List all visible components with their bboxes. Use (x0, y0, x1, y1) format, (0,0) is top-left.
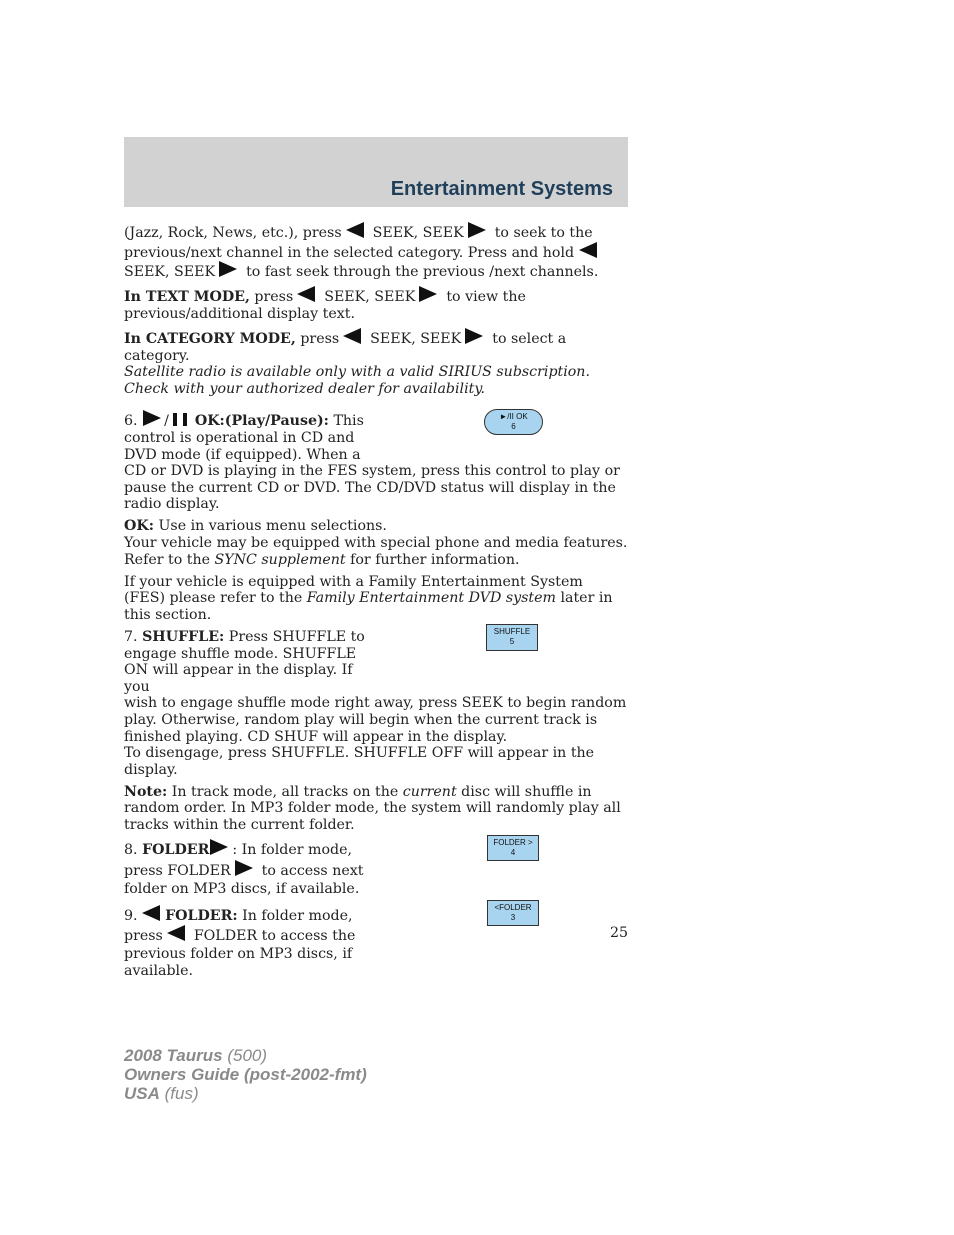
fes-paragraph: If your vehicle is equipped with a Family Entertainment System (FES) please refer to the Family Entertainment DVD system later in this section. (124, 573, 613, 623)
play-icon (143, 410, 161, 426)
shuffle-disengage: To disengage, press SHUFFLE. SHUFFLE OFF will appear in the display. (124, 745, 595, 778)
pause-icon (173, 413, 187, 426)
play-pause-description: CD or DVD is playing in the FES system, press this control to play or pause the current CD or DVD. The CD/DVD status will display in the radio display. (124, 463, 620, 513)
seek-right-icon (419, 286, 437, 302)
document-footer (124, 1046, 367, 1103)
footer-line-market: USA (fus) (124, 1084, 199, 1103)
section-title: Entertainment Systems (390, 178, 613, 200)
seek-left-icon (346, 222, 364, 238)
item-folder-next: 8. FOLDER : In folder mode, press FOLDER to access next folder on MP3 discs, if available. FOLDER > 4 (124, 839, 628, 899)
play-pause-ok-button[interactable]: ►/II OK 6 (484, 409, 543, 435)
footer-line-guide: Owners Guide (post-2002-fmt) (124, 1065, 367, 1084)
folder-prev-button[interactable]: <FOLDER 3 (487, 900, 539, 926)
ok-paragraph: OK: Use in various menu selections. (124, 518, 387, 535)
folder-next-arrow-icon (210, 839, 228, 855)
folder-prev-arrow-icon (142, 905, 160, 921)
seek-right-icon (468, 222, 486, 238)
category-mode-paragraph: In CATEGORY MODE, press SEEK, SEEK to select a category. (124, 328, 628, 364)
seek-right-icon (219, 261, 237, 277)
folder-next-button[interactable]: FOLDER > 4 (487, 835, 539, 861)
seek-paragraph: (Jazz, Rock, News, etc.), press SEEK, SEEK to seek to the previous/next channel in the selected category. Press and hold SEEK, SEEK to fast seek through the previous /next channels. (124, 222, 628, 281)
sirius-note: Satellite radio is available only with a valid SIRIUS subscription. Check with your authorized dealer for availability. (124, 364, 590, 397)
shuffle-button[interactable]: SHUFFLE 5 (486, 624, 538, 651)
text-mode-paragraph: In TEXT MODE, press SEEK, SEEK to view the previous/additional display text. (124, 286, 628, 322)
section-header-band (124, 137, 628, 207)
page-number: 25 (609, 925, 628, 941)
seek-right-icon (465, 328, 483, 344)
shuffle-description: wish to engage shuffle mode right away, press SEEK to begin random play. Otherwise, random play will begin when the current track is finished playing. CD SHUF will appear in the display. (124, 695, 627, 745)
note-paragraph: Note: In track mode, all tracks on the current disc will shuffle in random order. In MP3 folder mode, the system will randomly play all tracks within the current folder. (124, 783, 621, 833)
seek-left-icon (343, 328, 361, 344)
folder-prev-arrow-icon (167, 925, 185, 941)
item-shuffle: 7. SHUFFLE: Press SHUFFLE to engage shuffle mode. SHUFFLE ON will appear in the display. If you SHUFFLE 5 (124, 629, 628, 695)
sync-paragraph: Your vehicle may be equipped with special phone and media features. Refer to the SYNC supplement for further information. (124, 535, 628, 568)
page-content (124, 222, 628, 981)
seek-left-icon (579, 242, 597, 258)
item-play-pause: 6. / OK:(Play/Pause): This control is operational in CD and DVD mode (if equipped). When a ►/II OK 6 (124, 410, 628, 463)
footer-line-model: 2008 Taurus (500) (124, 1046, 268, 1065)
folder-next-arrow-icon (235, 860, 253, 876)
item-folder-prev: 9. FOLDER: In folder mode, press FOLDER to access the previous folder on MP3 discs, if available. <FOLDER 3 (124, 905, 628, 981)
seek-left-icon (297, 286, 315, 302)
